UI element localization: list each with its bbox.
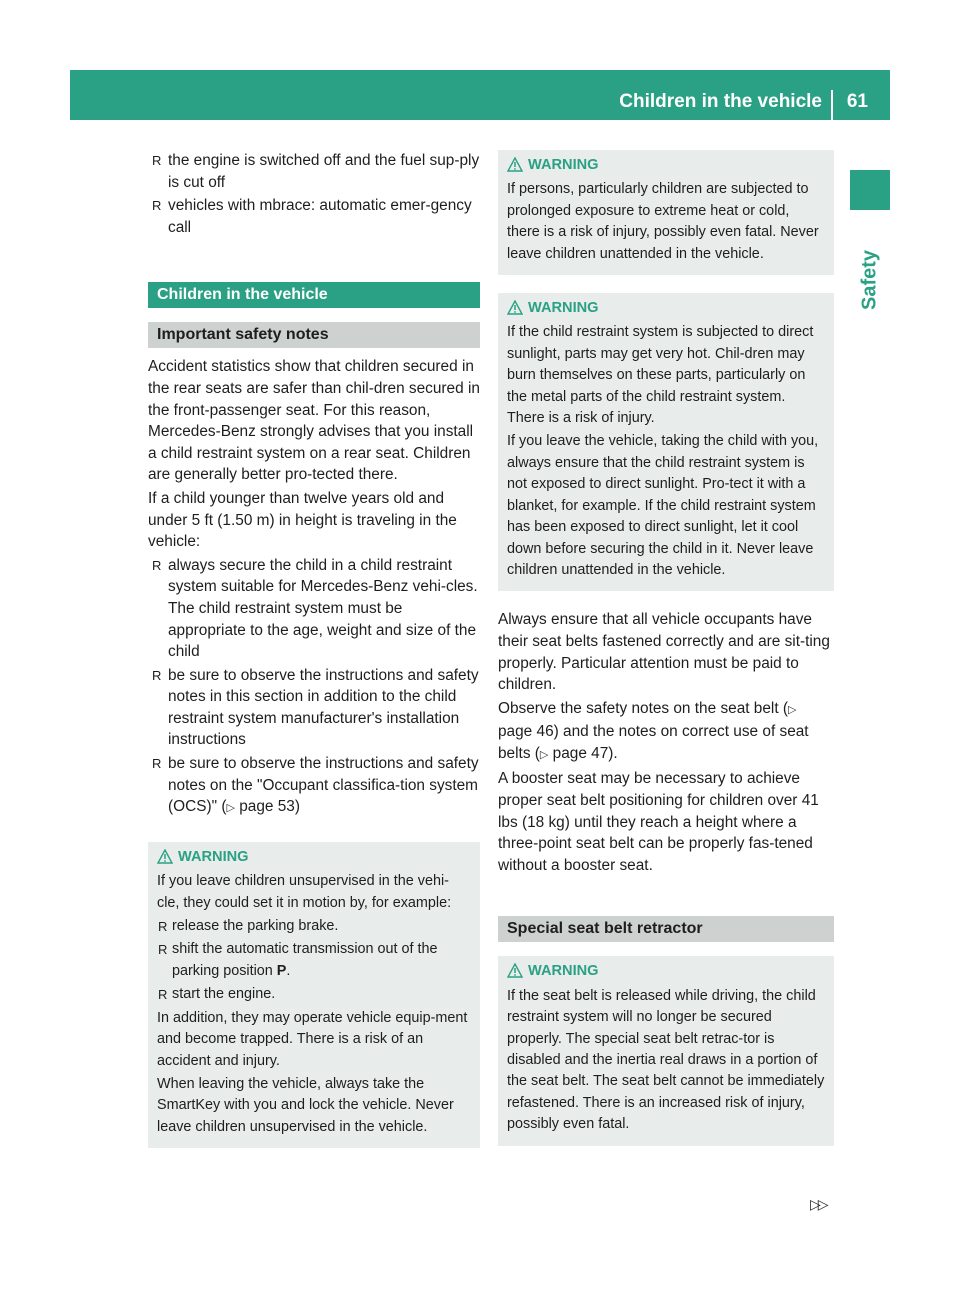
bullet-marker: R [152, 667, 162, 683]
warning-box [148, 842, 480, 1148]
header-title: Children in the vehicle [619, 91, 822, 112]
side-tab-label: Safety [858, 249, 881, 311]
page-reference-link[interactable]: page 47). [552, 744, 618, 762]
bullet-marker: R [158, 919, 168, 935]
bullet-marker: R [152, 198, 162, 214]
warning-triangle-icon [157, 849, 173, 871]
bullet-marker: R [152, 557, 162, 573]
bullet-marker: R [152, 756, 162, 772]
warning-text: If you leave the vehicle, taking the child with you, always ensure that the child restraint system is not exposed to direct sunlight. Pro-tect it with a blanket, for example. If the child restraint system has been exposed to direct sunlight, let it cool down before securing the child in it. Never leave children unattended in the vehicle. [507, 433, 819, 578]
warning-box [498, 293, 834, 591]
body-paragraph: Observe the safety notes on the seat belt (▷ page 46) and the notes on correct use of seat belts (▷ page 47). [498, 699, 809, 762]
warning-triangle-icon [507, 300, 523, 322]
bullet-marker: R [158, 942, 168, 958]
warning-title: WARNING [507, 298, 825, 319]
page-number: 61 [846, 91, 868, 112]
bullet-marker: R [158, 987, 168, 1003]
warning-text: In addition, they may operate vehicle equip-ment and become trapped. There is a risk of an accident and injury. [157, 1009, 468, 1069]
warning-text: When leaving the vehicle, always take the SmartKey with you and lock the vehicle. Never leave children unsupervised in the vehicle. [157, 1075, 454, 1135]
page-ref-arrow-icon: ▷ [788, 703, 797, 716]
list-item: R shift the automatic transmission out of the parking position P. [158, 941, 438, 979]
list-item: R be sure to observe the instructions and safety notes in this section in addition to the child restraint system manufacturer's installation instructions [152, 666, 479, 749]
bullet-marker: R [152, 153, 162, 168]
continue-arrow-icon: ▷▷ [810, 1196, 826, 1212]
page-ref-arrow-icon: ▷ [226, 802, 235, 815]
warning-box [498, 150, 834, 275]
warning-text: If the child restraint system is subjected to direct sunlight, parts may get very hot. Chil-dren may burn themselves on these parts, particularly on the metal parts of the child restraint system. There is a risk of injury. [507, 324, 814, 427]
page-reference-link[interactable]: page 46) and the notes on correct use of seat belts ( [498, 723, 809, 762]
list-item: R the engine is switched off and the fuel sup-ply is cut off [152, 152, 480, 191]
section-heading: Children in the vehicle [148, 282, 480, 308]
warning-text: If persons, particularly children are subjected to prolonged exposure to extreme heat or cold, there is a risk of injury, possibly even fatal. Never leave children unattended in the vehicle. [507, 181, 819, 262]
body-paragraph: A booster seat may be necessary to achieve proper seat belt positioning for children over 41 lbs (18 kg) until they reach a height where a three-point seat belt can be properly fas-tened without a booster seat. [498, 770, 819, 874]
warning-triangle-icon [507, 157, 523, 179]
page-header [70, 70, 890, 120]
right-column [498, 150, 834, 1164]
warning-triangle-icon [507, 963, 523, 985]
list-item: R always secure the child in a child restraint system suitable for Mercedes-Benz vehi-cles. The child restraint system must be appropriate to the age, weight and size of the child [152, 556, 478, 661]
warning-title: WARNING [507, 155, 825, 176]
subsection-heading: Important safety notes [148, 322, 480, 348]
list-item: R be sure to observe the instructions and safety notes on the "Occupant classifica-tion system (OCS)" (▷ page 53) [152, 755, 479, 816]
body-paragraph: Always ensure that all vehicle occupants have their seat belts fastened correctly and are sit-ting properly. Particular attention must be paid to children. [498, 611, 830, 694]
body-paragraph: Accident statistics show that children secured in the rear seats are safer than chil-dren secured in the front-passenger seat. For this reason, Mercedes-Benz strongly advises that you install a child restraint system on a rear seat. Children are generally better pro-tected there. [148, 358, 480, 484]
left-column [148, 150, 480, 1166]
warning-title: WARNING [507, 961, 825, 982]
warning-text: If you leave children unsupervised in the vehi-cle, they could set it in motion by, for example: [157, 873, 452, 911]
body-paragraph: If a child younger than twelve years old and under 5 ft (1.50 m) in height is traveling in the vehicle: [148, 489, 457, 551]
warning-text: If the seat belt is released while driving, the child restraint system will no longer be secured properly. The special seat belt retrac-tor is disabled and the inertia real draws in a portion of the seat belt. The seat belt cannot be immediately refastened. There is an increased risk of injury, possibly even fatal. [507, 987, 825, 1133]
page-reference-link[interactable]: page 53) [239, 798, 300, 816]
list-item: R vehicles with mbrace: automatic emer-gency call [152, 197, 472, 236]
page-ref-arrow-icon: ▷ [539, 748, 549, 761]
warning-box [498, 956, 834, 1145]
list-item: R start the engine. [157, 984, 471, 1005]
side-tab-block [850, 170, 890, 210]
warning-title: WARNING [157, 847, 471, 868]
list-item: R release the parking brake. [157, 916, 471, 937]
header-divider [831, 90, 833, 120]
subsection-heading: Special seat belt retractor [498, 916, 834, 942]
side-tab [852, 220, 888, 340]
